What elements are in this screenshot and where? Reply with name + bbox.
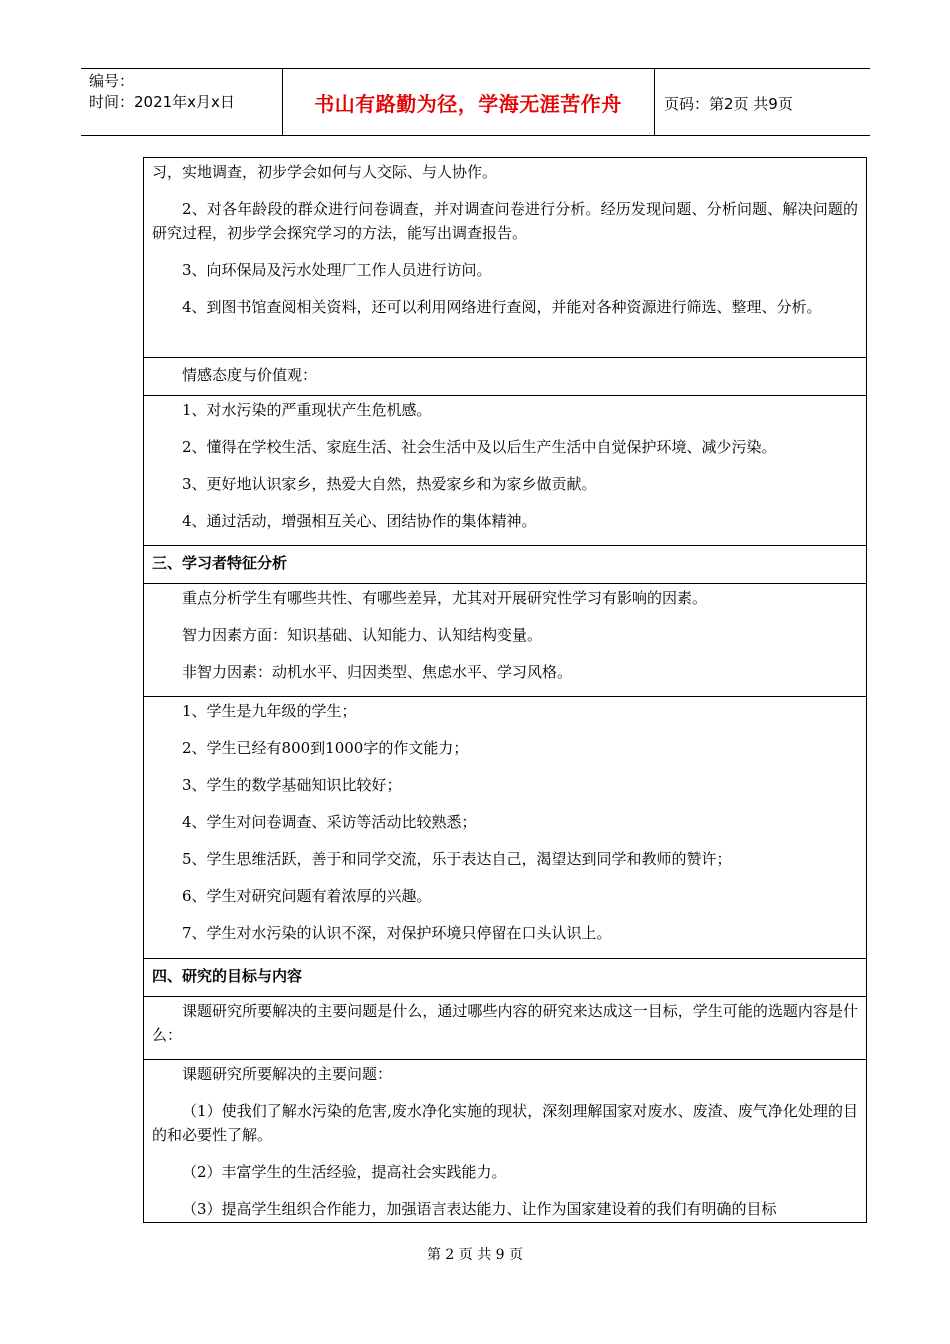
header-meta [89, 71, 235, 113]
table-cell-attitude [143, 396, 867, 546]
section-heading-goals [143, 959, 867, 997]
table-cell-learner-list [143, 697, 867, 959]
list-item: 1、对水污染的严重现状产生危机感。 [182, 401, 432, 419]
page-footer: 第 2 页 共 9 页 [426, 1247, 524, 1263]
section-title: 四、研究的目标与内容 [152, 967, 303, 985]
paragraph: 课题研究所要解决的主要问题是什么，通过哪些内容的研究来达成这一目标，学生可能的选题内容是什么： [152, 1002, 858, 1044]
paragraph: 智力因素方面：知识基础、认知能力、认知结构变量。 [182, 626, 543, 644]
list-item: 4、学生对问卷调查、采访等活动比较熟悉； [182, 813, 477, 831]
time-label: 时间：2021年x月x日 [89, 93, 235, 111]
list-item: 3、更好地认识家乡，热爱大自然，热爱家乡和为家乡做贡献。 [182, 475, 597, 493]
page-info: 页码：第2页 共9页 [664, 95, 793, 113]
list-item: 1、学生是九年级的学生； [182, 702, 357, 720]
paragraph: 课题研究所要解决的主要问题： [182, 1065, 393, 1083]
list-item: 6、学生对研究问题有着浓厚的兴趣。 [182, 887, 432, 905]
table-cell-goals-question [143, 997, 867, 1060]
header-divider [654, 69, 655, 135]
table-cell-goals-problems [143, 1060, 867, 1223]
list-item: （3）提高学生组织合作能力，加强语言表达能力、让作为国家建设着的我们有明确的目标 [182, 1200, 777, 1218]
list-item: 5、学生思维活跃，善于和同学交流，乐于表达自己，渴望达到同学和教师的赞许； [182, 850, 732, 868]
paragraph: 4、到图书馆查阅相关资料，还可以利用网络进行查阅，并能对各种资源进行筛选、整理、分析。 [182, 298, 822, 316]
section-title: 三、学习者特征分析 [152, 554, 288, 572]
list-item: 7、学生对水污染的认识不深，对保护环境只停留在口头认识上。 [182, 924, 612, 942]
list-item: （2）丰富学生的生活经验，提高社会实践能力。 [182, 1163, 507, 1181]
list-item: 4、通过活动，增强相互关心、团结协作的集体精神。 [182, 512, 537, 530]
section-heading-learner [143, 546, 867, 584]
paragraph: 3、向环保局及污水处理厂工作人员进行访问。 [182, 261, 492, 279]
paragraph: 习，实地调查，初步学会如何与人交际、与人协作。 [152, 163, 498, 181]
number-label: 编号： [89, 72, 135, 90]
list-item: 3、学生的数学基础知识比较好； [182, 776, 402, 794]
page-header [81, 68, 870, 136]
table-cell-learner-factors [143, 584, 867, 697]
paragraph: 情感态度与价值观： [182, 366, 318, 384]
document-table [143, 157, 867, 1223]
table-cell-attitude-heading [143, 358, 867, 396]
paragraph: 重点分析学生有哪些共性、有哪些差异，尤其对开展研究性学习有影响的因素。 [182, 589, 708, 607]
list-item: （1）使我们了解水污染的危害,废水净化实施的现状，深刻理解国家对废水、废渣、废气净化处理的目的和必要性了解。 [152, 1102, 858, 1144]
table-cell-process [143, 157, 867, 358]
header-motto: 书山有路勤为径，学海无涯苦作舟 [314, 91, 622, 116]
list-item: 2、懂得在学校生活、家庭生活、社会生活中及以后生产生活中自觉保护环境、减少污染。 [182, 438, 777, 456]
list-item: 2、学生已经有800到1000字的作文能力； [182, 739, 469, 757]
paragraph: 非智力因素：动机水平、归因类型、焦虑水平、学习风格。 [182, 663, 573, 681]
paragraph: 2、对各年龄段的群众进行问卷调查，并对调查问卷进行分析。经历发现问题、分析问题、解决问题的研究过程，初步学会探究学习的方法，能写出调查报告。 [152, 200, 858, 242]
